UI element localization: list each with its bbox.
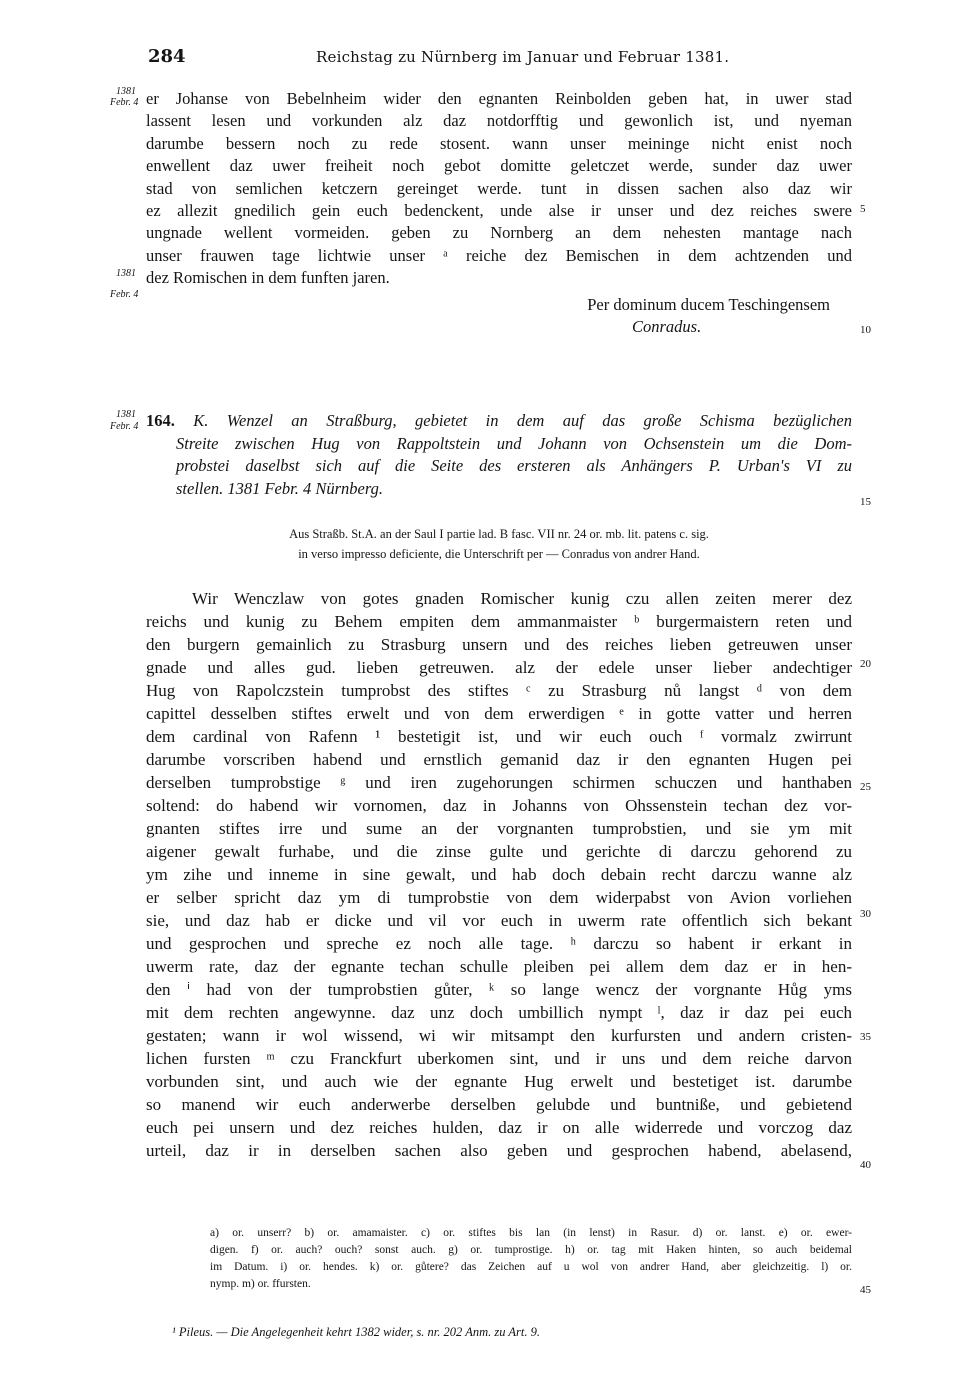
footnote-1: ¹ Pileus. — Die Angelegenheit kehrt 1382 wider, s. nr. 202 Anm. zu Art. 9.: [172, 1325, 540, 1339]
line-number: 20: [860, 658, 871, 670]
regest-line: stellen. 1381 Febr. 4 Nürnberg.: [176, 479, 383, 498]
text-line: den burgern gemainlich zu Strasburg unsern und des reiches lieben getreuwen unser: [146, 635, 852, 654]
regest-line: 164. K. Wenzel an Straßburg, gebietet in dem auf das große Schisma bezüglichen: [146, 411, 852, 430]
regest-line: probstei daselbst sich auf die Seite des ersteren als Anhängers P. Urban's VI zu: [176, 456, 852, 475]
line-number: 25: [860, 781, 871, 793]
text-line: Hug von Rapolczstein tumprobst des stiftes ᶜ zu Strasburg nů langst ᵈ von dem: [146, 681, 852, 700]
line-number: 30: [860, 908, 871, 920]
signature-line: Per dominum ducem Teschingensem: [587, 295, 830, 314]
text-line: soltend: do habend wir vornomen, daz in Johanns von Ohssenstein techan dez vor-: [146, 796, 852, 815]
source-note: in verso impresso deficiente, die Unterschrift per — Conradus von andrer Hand.: [298, 547, 700, 561]
text-line: ez allezit gnedilich gein euch bedenckent, unde alse ir unser und dez reiches swere: [146, 201, 852, 220]
page-number: 284: [148, 46, 186, 67]
footnote-line: im Datum. i) or. hendes. k) or. gůtere? das Zeichen auf u wol von andrer Hand, aber gleichzeitig. l) or.: [210, 1261, 852, 1273]
margin-day: Febr. 4: [110, 289, 139, 300]
text-line: und gesprochen und spreche ez noch alle tage. ʰ darczu so habent ir erkant in: [146, 934, 852, 953]
text-line: gnanten stiftes irre und sume an der vorgnanten tumprobstien, und sie ym mit: [146, 819, 852, 838]
text-line: stad von semlichen ketczern gereinget werde. tunt in dissen sachen also daz wir: [146, 179, 852, 198]
text-line: dem cardinal von Rafenn ¹ bestetigit ist, und wir euch ouch ᶠ vormalz zwirrunt: [146, 727, 852, 746]
line-number: 35: [860, 1031, 871, 1043]
text-line: gestaten; wann ir wol wissend, wi wir mitsampt den kurfursten und andern cristen-: [146, 1026, 852, 1045]
line-number: 15: [860, 496, 871, 508]
line-number: 40: [860, 1159, 871, 1171]
footnote-line: a) or. unserr? b) or. amamaister. c) or. stiftes bis lan (in lenst) in Rasur. d) or. lanst. e) or. ewer-: [210, 1227, 852, 1239]
margin-day: Febr. 4: [110, 421, 139, 432]
text-line: enwellent daz uwer freiheit noch gebot domitte geletczet werde, sunder daz uwer: [146, 156, 852, 175]
margin-year: 1381: [116, 409, 136, 420]
text-line: capittel desselben stiftes erwelt und von dem erwerdigen ᵉ in gotte vatter und herren: [146, 704, 852, 723]
regest-line: Streite zwischen Hug von Rappoltstein und Johann von Ochsenstein um die Dom-: [176, 434, 852, 453]
text-line: er Johanse von Bebelnheim wider den egnanten Reinbolden geben hat, in uwer stad: [146, 89, 852, 108]
margin-day: Febr. 4: [110, 97, 139, 108]
text-line: so manend wir euch anderwerbe derselben gelubde und buntniße, und gebietend: [146, 1095, 852, 1114]
text-line: dez Romischen in dem funften jaren.: [146, 268, 390, 287]
text-line: mit dem rechten angewynne. daz unz doch umbillich nympt ˡ, daz ir daz pei euch: [146, 1003, 852, 1022]
text-line: unser frauwen tage lichtwie unser ᵃ reiche dez Bemischen in dem achtzenden und: [146, 246, 852, 265]
margin-year: 1381: [116, 268, 136, 279]
line-number: 45: [860, 1284, 871, 1296]
running-head: Reichstag zu Nürnberg im Januar und Februar 1381.: [316, 48, 730, 66]
footnote-line: nymp. m) or. ffursten.: [210, 1278, 311, 1290]
text-line: er selber spricht daz ym di tumprobstie von dem widerpabst von Avion vorliehen: [146, 888, 852, 907]
text-line: lassent lesen und vorkunden alz daz notdorfftig und gewonlich ist, und nyeman: [146, 111, 852, 130]
text-line: sie, und daz hab er dicke und vil vor euch in uwerm rate offentlich sich bekant: [146, 911, 852, 930]
text-line: aigener gewalt furhabe, und die zinse gulte und gerichte di darczu gehorend zu: [146, 842, 852, 861]
text-line: vorbunden sint, und auch wie der egnante Hug erwelt und bestetiget ist. darumbe: [146, 1072, 852, 1091]
line-number: 10: [860, 324, 871, 336]
margin-year: 1381: [116, 86, 136, 97]
text-line: den ⁱ had von der tumprobstien gůter, ᵏ so lange wencz der vorgnante Hůg yms: [146, 980, 852, 999]
text-line: ym zihe und inneme in sine gewalt, und hab doch debain recht darczu wanne alz: [146, 865, 852, 884]
text-line: derselben tumprobstige ᵍ und iren zugehorungen schirmen schuczen und hanthaben: [146, 773, 852, 792]
line-number: 5: [860, 203, 866, 215]
text-line: gnade und alles gud. lieben getreuwen. alz der edele unser lieber andechtiger: [146, 658, 852, 677]
text-line: euch pei unsern und dez reiches hulden, daz ir on alle widerrede und vorczog daz: [146, 1118, 852, 1137]
text-line: uwerm rate, daz der egnante techan schulle pleiben pei allem dem daz er in hen-: [146, 957, 852, 976]
document-number: 164.: [146, 411, 175, 430]
text-line: Wir Wenczlaw von gotes gnaden Romischer kunig czu allen zeiten merer dez: [192, 589, 852, 608]
source-note: Aus Straßb. St.A. an der Saul I partie lad. B fasc. VII nr. 24 or. mb. lit. patens c. sig.: [289, 527, 709, 541]
text-line: reichs und kunig zu Behem empiten dem ammanmaister ᵇ burgermaistern reten und: [146, 612, 852, 631]
text-line: darumbe bessern noch zu rede stosent. wann unser meininge nicht enist noch: [146, 134, 852, 153]
text-line: urteil, daz ir in derselben sachen also geben und gesprochen habend, abelasend,: [146, 1141, 852, 1160]
signature-name: Conradus.: [632, 317, 702, 336]
text-line: darumbe vorscriben habend und ernstlich gemanid daz ir den egnanten Hugen pei: [146, 750, 852, 769]
text-line: ungnade wellent vormeiden. geben zu Nornberg an dem nehesten mantage nach: [146, 223, 852, 242]
footnote-line: digen. f) or. auch? ouch? sonst auch. g) or. tumprostige. h) or. tag mit Haken hinten, so auch beidemal: [210, 1244, 852, 1256]
text-line: lichen fursten ᵐ czu Franckfurt uberkomen sint, und ir uns und dem reiche darvon: [146, 1049, 852, 1068]
